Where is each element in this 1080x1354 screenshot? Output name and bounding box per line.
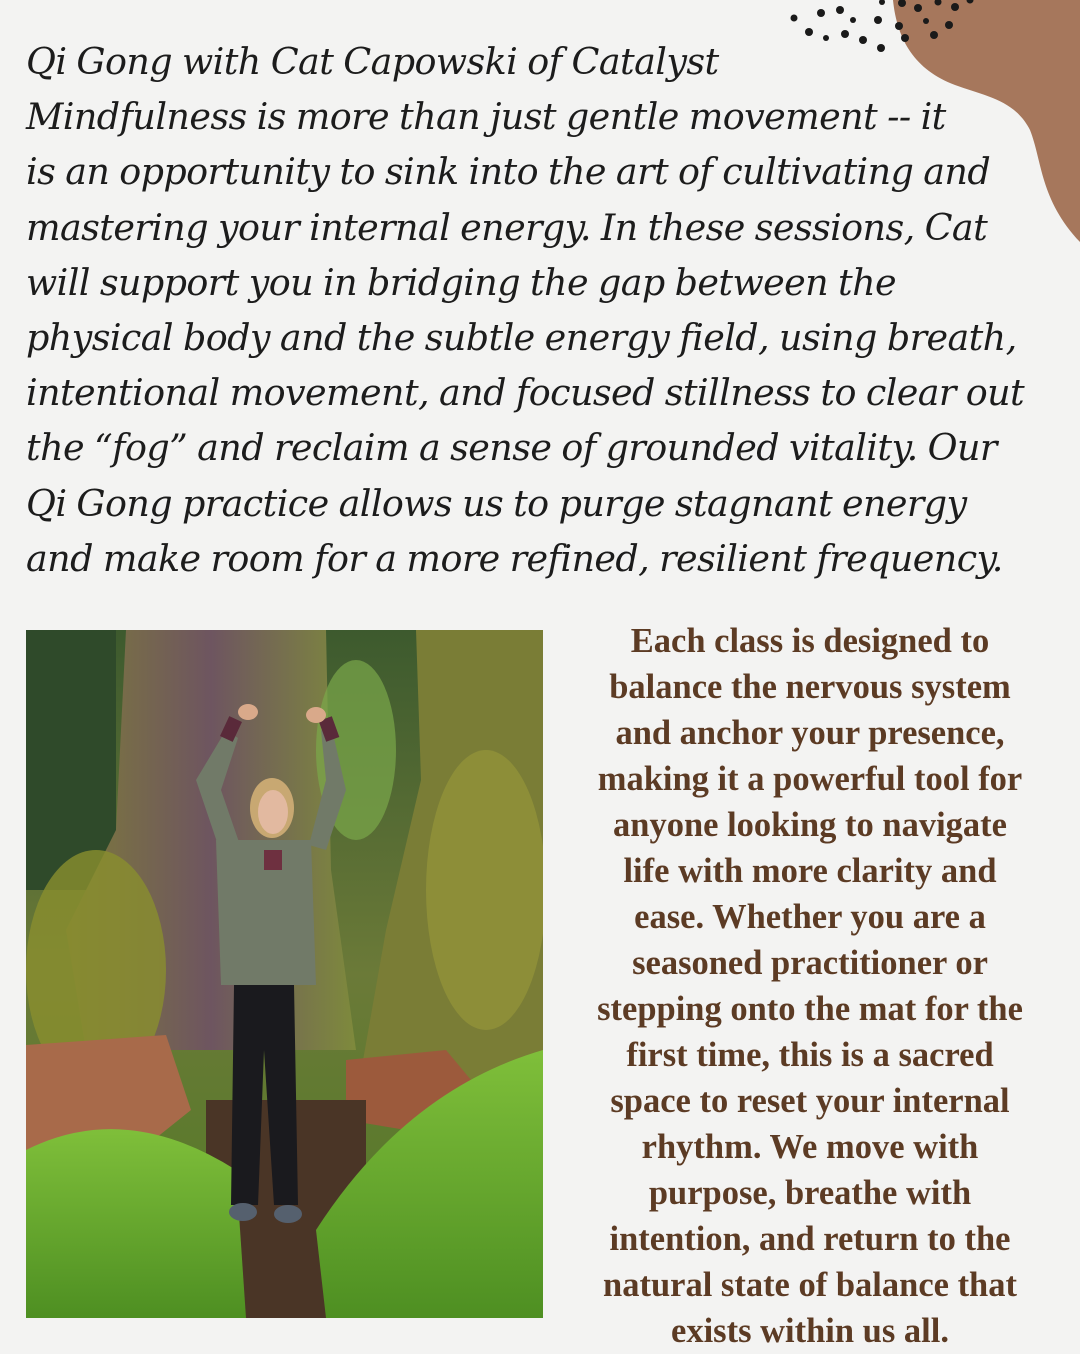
intro-line: the “fog” and reclaim a sense of grounded vitality. Our <box>26 426 997 470</box>
intro-line: Qi Gong with Cat Capowski of Catalyst <box>26 40 719 83</box>
body-line: and anchor your presence, <box>615 714 1005 752</box>
body-line: natural state of balance that <box>603 1266 1017 1304</box>
intro-line: intentional movement, and focused stillness to clear out <box>26 371 1025 415</box>
intro-line: is an opportunity to sink into the art of cultivating and <box>26 150 991 194</box>
intro-line: Qi Gong practice allows us to purge stagnant energy <box>26 481 967 525</box>
body-line: space to reset your internal <box>610 1082 1010 1120</box>
body-paragraph <box>556 618 1064 1354</box>
body-line: anyone looking to navigate <box>613 806 1007 844</box>
body-line: balance the nervous system <box>609 668 1011 706</box>
body-line: stepping onto the mat for the <box>597 990 1023 1028</box>
moss <box>426 750 543 1030</box>
intro-line: and make room for a more refined, resilient frequency. <box>26 536 1003 580</box>
body-line: life with more clarity and <box>623 852 997 890</box>
fern-left <box>26 1129 246 1318</box>
intro-line: mastering your internal energy. In these sessions, Cat <box>26 205 988 249</box>
intro-line: will support you in bridging the gap between the <box>26 260 897 304</box>
body-line: Each class is designed to <box>630 622 990 660</box>
body-line: seasoned practitioner or <box>632 944 988 982</box>
intro-line: Mindfulness is more than just gentle movement -- it <box>26 95 946 139</box>
body-line: ease. Whether you are a <box>634 898 986 936</box>
forest-photo <box>26 630 543 1318</box>
body-line: making it a powerful tool for <box>597 760 1023 798</box>
intro-paragraph <box>26 34 1036 586</box>
body-line: purpose, breathe with <box>648 1174 972 1212</box>
body-line: rhythm. We move with <box>641 1128 979 1166</box>
body-line: exists within us all. <box>671 1312 949 1350</box>
intro-line: physical body and the subtle energy field, using breath, <box>26 316 1017 360</box>
body-line: intention, and return to the <box>609 1220 1011 1258</box>
woman-qigong-forest-photo-icon <box>26 630 543 1318</box>
body-line: first time, this is a sacred <box>626 1036 994 1074</box>
